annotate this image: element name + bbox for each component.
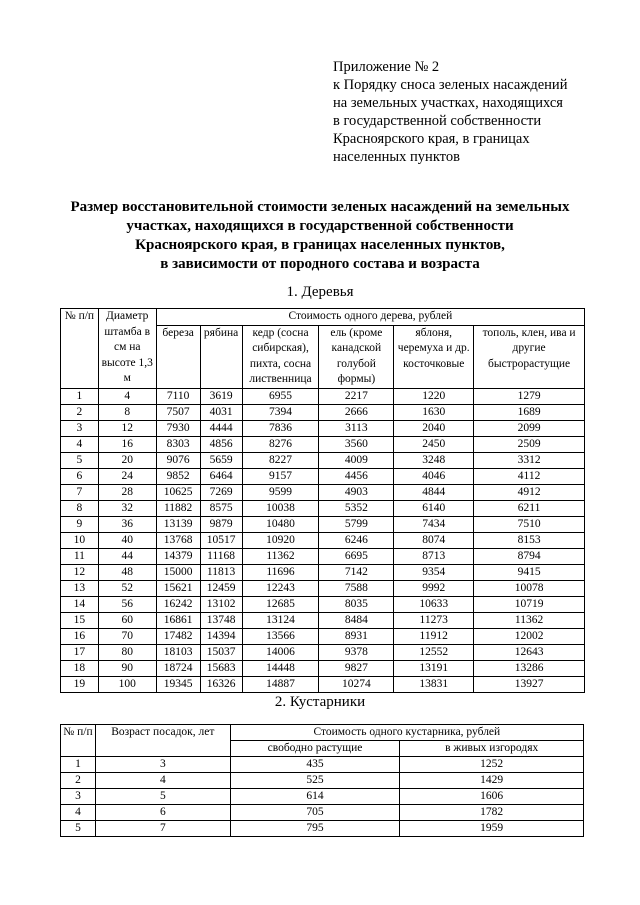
table-cell: 14 [61,596,99,612]
table-cell: 1689 [474,404,585,420]
table-cell: 11362 [474,612,585,628]
table-cell: 7434 [394,516,474,532]
table-cell: 10274 [319,676,394,692]
table-cell: 14887 [242,676,319,692]
table-cell: 13768 [156,532,200,548]
table-row [61,388,585,404]
document-title [30,198,610,274]
table-cell: 1 [61,388,99,404]
table-cell: 2099 [474,420,585,436]
table-cell: 60 [98,612,156,628]
table-row [61,532,585,548]
table-cell: 8484 [319,612,394,628]
table-row [61,404,585,420]
table-cell: 11696 [242,564,319,580]
table-cell: 12 [61,564,99,580]
table-cell: 6140 [394,500,474,516]
table-cell: 9157 [242,468,319,484]
table-cell: 7510 [474,516,585,532]
table-cell: 9378 [319,644,394,660]
table-row [61,628,585,644]
table-cell: 28 [98,484,156,500]
table-cell: 7 [95,821,230,837]
table-cell: 7269 [200,484,242,500]
table-cell: 1782 [400,805,584,821]
header-species: тополь, клен, ива и другие быстрорастущие [474,325,585,388]
header-number: № п/п [61,309,99,389]
table-cell: 2666 [319,404,394,420]
header-tree-cost: Стоимость одного дерева, рублей [156,309,584,326]
table-cell: 3619 [200,388,242,404]
header-species: кедр (сосна сибирская), пихта, сосна лиственница [242,325,319,388]
table-cell: 4444 [200,420,242,436]
table-cell: 1606 [400,789,584,805]
table-cell: 9599 [242,484,319,500]
table-cell: 3248 [394,452,474,468]
table-row [61,789,584,805]
table-cell: 52 [98,580,156,596]
table-cell: 8575 [200,500,242,516]
table-cell: 13139 [156,516,200,532]
table-cell: 32 [98,500,156,516]
table-cell: 435 [230,757,400,773]
table-cell: 8713 [394,548,474,564]
table-cell: 4 [95,773,230,789]
table-cell: 9415 [474,564,585,580]
appendix-line: на земельных участках, находящихся [333,95,563,111]
section-trees-title: 1. Деревья [286,284,354,300]
table-cell: 36 [98,516,156,532]
table-cell: 19 [61,676,99,692]
table-cell: 614 [230,789,400,805]
table-row [61,468,585,484]
table-cell: 11912 [394,628,474,644]
table-cell: 5 [95,789,230,805]
table-cell: 18103 [156,644,200,660]
table-cell: 15683 [200,660,242,676]
table-cell: 7930 [156,420,200,436]
table-cell: 100 [98,676,156,692]
table-cell: 6955 [242,388,319,404]
table-cell: 13 [61,580,99,596]
table-cell: 3560 [319,436,394,452]
table-cell: 4046 [394,468,474,484]
table-cell: 10719 [474,596,585,612]
table-cell: 11882 [156,500,200,516]
table-cell: 6695 [319,548,394,564]
table-cell: 7394 [242,404,319,420]
title-line: участках, находящихся в государственной собственности [126,218,514,234]
table-row [61,596,585,612]
table-cell: 4 [98,388,156,404]
table-cell: 14448 [242,660,319,676]
table-cell: 10 [61,532,99,548]
table-cell: 9 [61,516,99,532]
table-cell: 2 [61,404,99,420]
table-cell: 90 [98,660,156,676]
table-row [61,773,584,789]
table-cell: 70 [98,628,156,644]
appendix-line: Красноярского края, в границах [333,131,530,147]
table-cell: 17 [61,644,99,660]
table-row [61,660,585,676]
table-cell: 9076 [156,452,200,468]
table-cell: 8074 [394,532,474,548]
table-cell: 8303 [156,436,200,452]
table-cell: 6211 [474,500,585,516]
table-cell: 56 [98,596,156,612]
table-cell: 11273 [394,612,474,628]
table-cell: 12459 [200,580,242,596]
table-cell: 10078 [474,580,585,596]
table-cell: 20 [98,452,156,468]
table-cell: 40 [98,532,156,548]
title-line: в зависимости от породного состава и возраста [160,256,480,272]
table-cell: 18724 [156,660,200,676]
table-cell: 5 [61,452,99,468]
table-cell: 10038 [242,500,319,516]
table-cell: 8035 [319,596,394,612]
table-cell: 8931 [319,628,394,644]
table-cell: 48 [98,564,156,580]
table-row [61,676,585,692]
table-cell: 5799 [319,516,394,532]
table-cell: 19345 [156,676,200,692]
table-row [61,580,585,596]
appendix-note [333,58,623,166]
table-cell: 4912 [474,484,585,500]
table-cell: 10517 [200,532,242,548]
table-cell: 4009 [319,452,394,468]
table-cell: 9852 [156,468,200,484]
table-cell: 2 [61,773,96,789]
table-cell: 4856 [200,436,242,452]
table-cell: 7142 [319,564,394,580]
table-cell: 13286 [474,660,585,676]
table-cell: 9354 [394,564,474,580]
table-cell: 12 [98,420,156,436]
table-row [61,757,584,773]
table-cell: 4112 [474,468,585,484]
table-row [61,564,585,580]
table-cell: 4031 [200,404,242,420]
table-cell: 11 [61,548,99,564]
header-species: ель (кроме канадской голубой формы) [319,325,394,388]
table-cell: 7507 [156,404,200,420]
table-cell: 16 [61,628,99,644]
table-cell: 3312 [474,452,585,468]
table-cell: 16861 [156,612,200,628]
table-cell: 10920 [242,532,319,548]
header-diameter: Диаметр штамба в см на высоте 1,3 м [98,309,156,389]
table-row [61,500,585,516]
appendix-line: населенных пунктов [333,149,460,165]
header-species: береза [156,325,200,388]
table-row [61,644,585,660]
table-cell: 15 [61,612,99,628]
table-cell: 2509 [474,436,585,452]
table-cell: 7836 [242,420,319,436]
table-cell: 12002 [474,628,585,644]
table-cell: 3 [95,757,230,773]
table-row [61,516,585,532]
table-cell: 12552 [394,644,474,660]
table-cell: 1630 [394,404,474,420]
table-cell: 9879 [200,516,242,532]
table-cell: 2217 [319,388,394,404]
header-number: № п/п [61,725,96,757]
trees-table-body [61,388,585,692]
header-species: яблоня, черемуха и др. косточковые [394,325,474,388]
table-cell: 15621 [156,580,200,596]
table-row [61,436,585,452]
table-row [61,612,585,628]
table-cell: 44 [98,548,156,564]
table-cell: 5659 [200,452,242,468]
table-cell: 6 [95,805,230,821]
table-cell: 7110 [156,388,200,404]
table-cell: 1429 [400,773,584,789]
table-cell: 14379 [156,548,200,564]
table-cell: 11168 [200,548,242,564]
table-cell: 5 [61,821,96,837]
table-cell: 11362 [242,548,319,564]
table-row [61,548,585,564]
table-cell: 6246 [319,532,394,548]
table-row [61,420,585,436]
table-cell: 13191 [394,660,474,676]
table-cell: 1 [61,757,96,773]
table-cell: 705 [230,805,400,821]
shrubs-cost-table [60,724,584,837]
table-cell: 12643 [474,644,585,660]
table-cell: 795 [230,821,400,837]
table-cell: 15000 [156,564,200,580]
table-cell: 13102 [200,596,242,612]
table-cell: 17482 [156,628,200,644]
table-cell: 9827 [319,660,394,676]
shrubs-table-body [61,757,584,837]
table-cell: 1252 [400,757,584,773]
header-free-growing: свободно растущие [230,741,400,757]
table-cell: 8 [98,404,156,420]
table-cell: 10633 [394,596,474,612]
table-cell: 8227 [242,452,319,468]
header-species: рябина [200,325,242,388]
table-cell: 8794 [474,548,585,564]
table-row [61,805,584,821]
table-cell: 10480 [242,516,319,532]
table-cell: 16326 [200,676,242,692]
table-cell: 9992 [394,580,474,596]
table-row [61,821,584,837]
table-cell: 525 [230,773,400,789]
table-cell: 8153 [474,532,585,548]
table-cell: 13566 [242,628,319,644]
table-cell: 24 [98,468,156,484]
table-cell: 13748 [200,612,242,628]
table-cell: 1959 [400,821,584,837]
table-cell: 8 [61,500,99,516]
header-age: Возраст посадок, лет [95,725,230,757]
table-cell: 11813 [200,564,242,580]
table-cell: 1279 [474,388,585,404]
appendix-line: Приложение № 2 [333,59,440,75]
table-cell: 7588 [319,580,394,596]
table-cell: 2040 [394,420,474,436]
table-cell: 3 [61,789,96,805]
table-cell: 13124 [242,612,319,628]
table-cell: 12685 [242,596,319,612]
table-cell: 12243 [242,580,319,596]
table-cell: 6 [61,468,99,484]
table-cell: 4903 [319,484,394,500]
table-cell: 4844 [394,484,474,500]
table-cell: 80 [98,644,156,660]
table-cell: 1220 [394,388,474,404]
table-cell: 8276 [242,436,319,452]
trees-cost-table [60,308,585,693]
appendix-line: в государственной собственности [333,113,542,129]
table-cell: 14006 [242,644,319,660]
table-cell: 10625 [156,484,200,500]
table-cell: 13831 [394,676,474,692]
table-cell: 7 [61,484,99,500]
table-cell: 16242 [156,596,200,612]
table-row [61,484,585,500]
table-cell: 6464 [200,468,242,484]
table-cell: 3113 [319,420,394,436]
table-cell: 3 [61,420,99,436]
table-cell: 14394 [200,628,242,644]
table-cell: 15037 [200,644,242,660]
table-cell: 4 [61,805,96,821]
appendix-line: к Порядку сноса зеленых насаждений [333,77,568,93]
header-shrub-cost: Стоимость одного кустарника, рублей [230,725,583,741]
table-cell: 5352 [319,500,394,516]
title-line: Размер восстановительной стоимости зеленых насаждений на земельных [70,199,570,215]
header-hedge: в живых изгородях [400,741,584,757]
table-cell: 18 [61,660,99,676]
table-cell: 16 [98,436,156,452]
table-row [61,452,585,468]
table-cell: 4 [61,436,99,452]
table-cell: 2450 [394,436,474,452]
table-cell: 13927 [474,676,585,692]
table-cell: 4456 [319,468,394,484]
title-line: Красноярского края, в границах населенных пунктов, [135,237,505,253]
section-shrubs-title: 2. Кустарники [274,694,366,710]
